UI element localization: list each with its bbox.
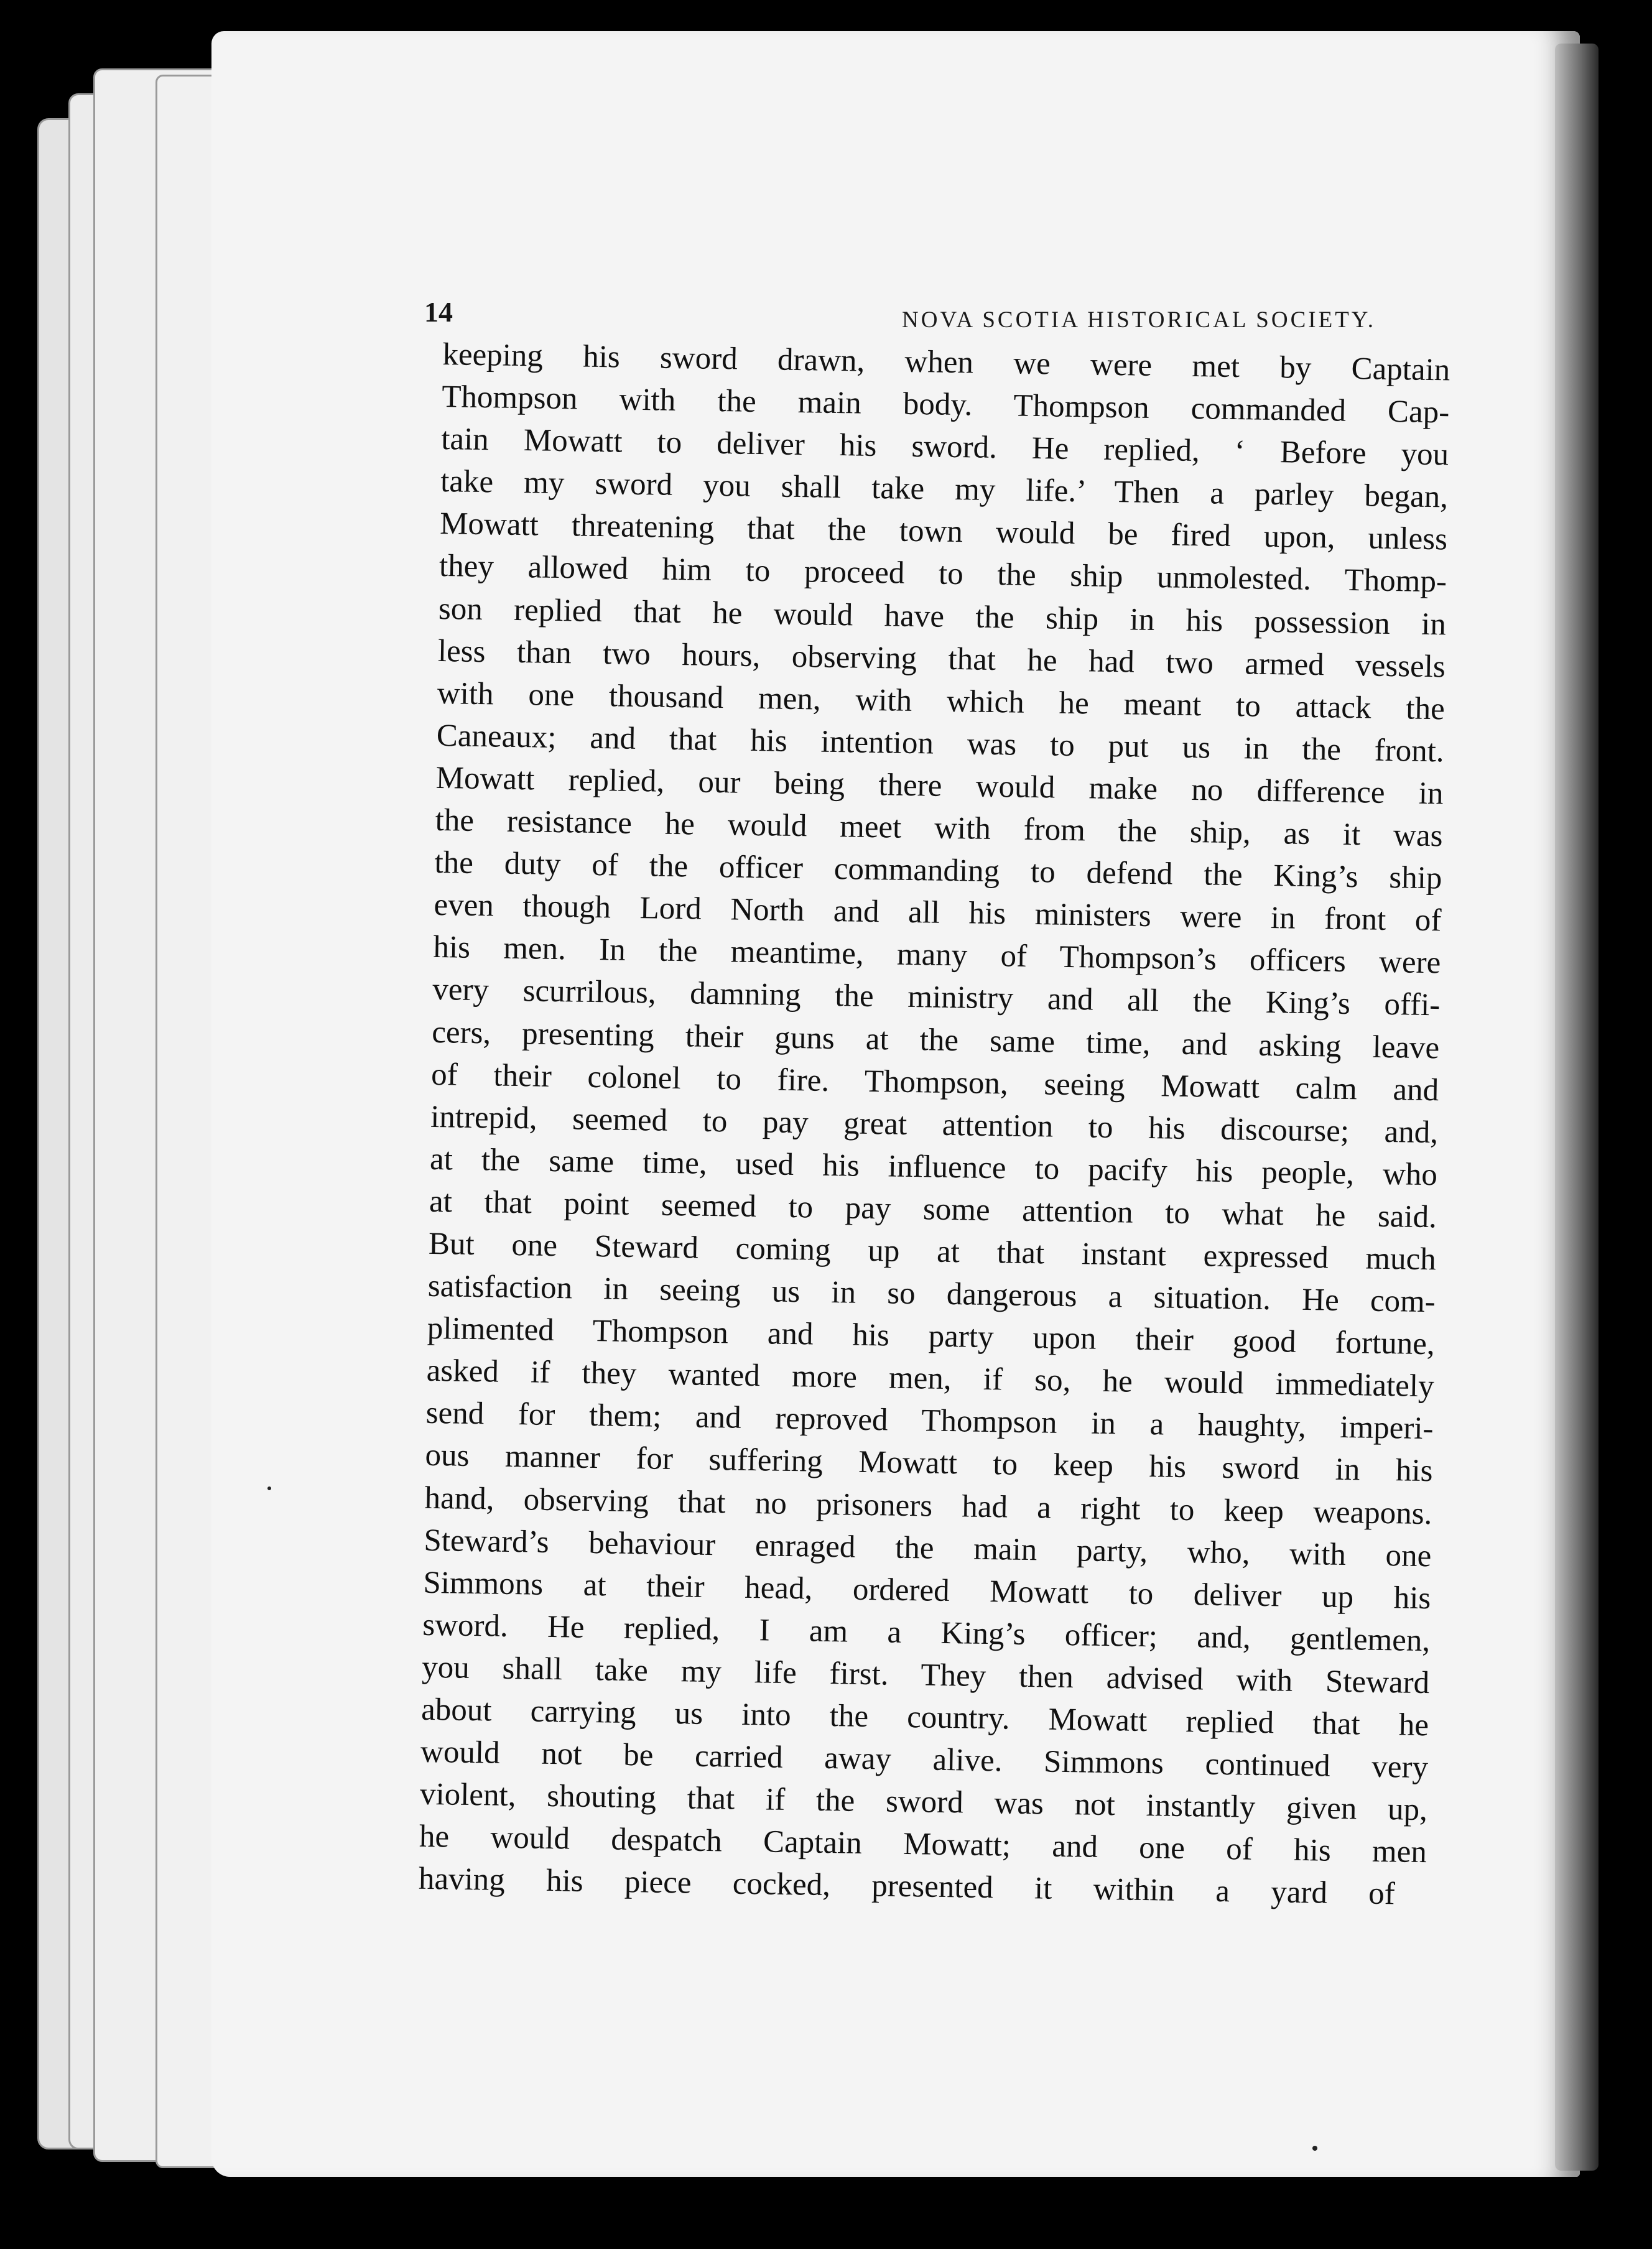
body-text (418, 333, 1450, 1916)
text-line: at that point seemed to pay some attention to what he said. (429, 1184, 1437, 1235)
text-line: about carrying us into the country. Mowatt replied that he (420, 1692, 1429, 1743)
text-line: tain Mowatt to deliver his sword. He replied, ‘ Before you (440, 422, 1449, 473)
text-line: But one Steward coming up at that instant expressed much (428, 1226, 1437, 1278)
text-line: hand, observing that no prisoners had a right to keep weapons. (424, 1480, 1432, 1531)
text-line: intrepid, seemed to pay great attention to his discourse; and, (430, 1099, 1439, 1150)
text-line: satisfaction in seeing us in so dangerous a situation. He com- (427, 1268, 1436, 1320)
text-line: less than two hours, observing that he had two armed vessels (437, 633, 1446, 685)
text-line: ous manner for suffering Mowatt to keep his sword in his (425, 1438, 1433, 1489)
text-line: even though Lord North and all his ministers were in front of (434, 888, 1442, 939)
text-line: Mowatt replied, our being there would make no difference in (435, 760, 1444, 812)
text-line: having his piece cocked, presented it within a yard of (418, 1862, 1396, 1912)
text-line: Thompson with the main body. Thompson commanded Cap- (441, 379, 1450, 430)
text-line: the duty of the officer commanding to defend the King’s ship (434, 845, 1442, 896)
text-line: son replied that he would have the ship in his possession in (438, 591, 1447, 642)
text-line: at the same time, used his influence to pacify his people, who (429, 1141, 1438, 1193)
text-line: very scurrilous, damning the ministry and all the King’s offi- (432, 972, 1441, 1023)
text-line: Steward’s behaviour enraged the main party, who, with one (424, 1523, 1432, 1574)
text-line: plimented Thompson and his party upon their good fortune, (427, 1310, 1436, 1362)
text-line: take my sword you shall take my life.’ Then a parley began, (440, 464, 1449, 515)
text-line: Simmons at their head, ordered Mowatt to deliver up his (423, 1565, 1431, 1616)
text-line: sword. He replied, I am a King’s officer; and, gentlemen, (422, 1607, 1431, 1658)
running-head: NOVA SCOTIA HISTORICAL SOCIETY. (902, 307, 1376, 333)
text-line: send for them; and reproved Thompson in a haughty, imperi- (425, 1396, 1434, 1447)
text-line: cers, presenting their guns at the same time, and asking leave (431, 1014, 1440, 1065)
text-line: Mowatt threatening that the town would be fired upon, unless (439, 506, 1448, 557)
text-line: of their colonel to fire. Thompson, seeing Mowatt calm and (430, 1057, 1439, 1108)
text-line: with one thousand men, with which he meant to attack the (437, 675, 1446, 727)
text-line: would not be carried away alive. Simmons continued very (420, 1734, 1429, 1786)
text-line: the resistance he would meet with from the ship, as it was (435, 802, 1443, 854)
text-line: Caneaux; and that his intention was to put us in the front. (436, 718, 1445, 769)
text-line: you shall take my life first. They then advised with Steward (421, 1649, 1430, 1701)
text-line: asked if they wanted more men, if so, he would immediately (426, 1353, 1435, 1404)
page-number: 14 (424, 296, 453, 328)
text-line: keeping his sword drawn, when we were met by Captain (442, 336, 1450, 388)
text-line: they allowed him to proceed to the ship unmolested. Thomp- (439, 549, 1447, 600)
text-line: he would despatch Captain Mowatt; and one of his men (419, 1819, 1427, 1870)
text-line: his men. In the meantime, many of Thompson’s officers were (433, 930, 1441, 981)
text-line: violent, shouting that if the sword was not instantly given up, (419, 1776, 1428, 1828)
